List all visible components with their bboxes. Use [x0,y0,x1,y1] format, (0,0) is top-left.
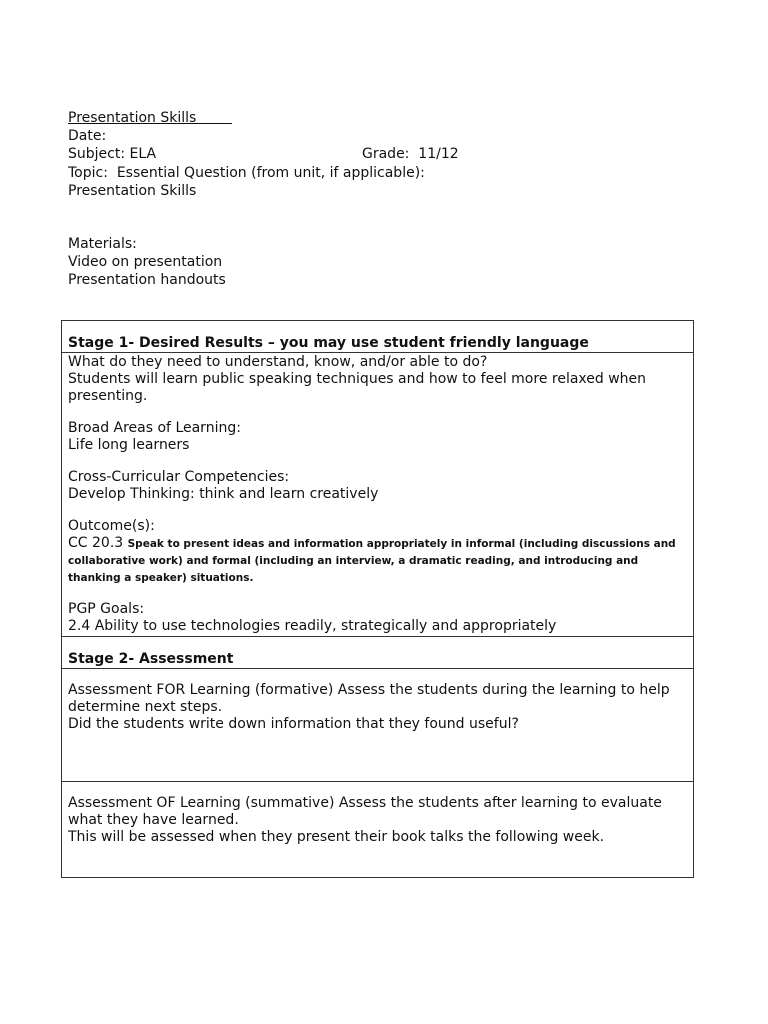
assessment-of-text: Assessment OF Learning (summative) Assess the students after learning to evaluate what they have learned. [68,795,662,828]
stage1-heading-row [62,321,694,353]
stage2-heading [62,637,694,669]
assessment-of-detail: This will be assessed when they present their book talks the following week. [68,829,605,845]
assessment-for-cell [62,669,694,782]
spacer [68,503,686,518]
materials-item: Presentation handouts [68,272,226,288]
stage1-body-row [62,353,694,637]
assessment-of-cell [62,782,694,878]
stage1-heading [62,321,694,353]
grade-label: Grade: 11/12 [362,146,459,163]
assessment-for-text: Assessment FOR Learning (formative) Assess the students during the learning to help determine next steps. [68,682,670,715]
stage2-heading-row [62,637,694,669]
competencies-value: Develop Thinking: think and learn creatively [68,486,379,502]
spacer [68,405,686,420]
outcome-text: Speak to present ideas and information appropriately in informal (including discussions and collaborative work) and formal (including an interview, a dramatic reading, and introducing and thanking a speaker) situations. [68,538,676,584]
topic-label: Topic: Essential Question (from unit, if applicable): [68,164,425,181]
pgp-goals-label: PGP Goals: [68,601,145,617]
lesson-header [68,109,459,200]
assessment-of-row [62,782,694,878]
stage1-body [62,353,694,637]
competencies-label: Cross-Curricular Competencies: [68,469,290,485]
stage2-heading-text: Stage 2- Assessment [68,651,234,667]
topic-value: Presentation Skills [68,182,197,199]
materials-label: Materials: [68,236,137,252]
broad-areas-label: Broad Areas of Learning: [68,420,241,436]
broad-areas-value: Life long learners [68,437,190,453]
subject-grade-line [68,145,459,163]
assessment-for-row [62,669,694,782]
materials-item: Video on presentation [68,254,223,270]
stage1-heading-text: Stage 1- Desired Results – you may use student friendly language [68,335,589,351]
subject-label: Subject: ELA [68,146,157,163]
lesson-plan-table [61,320,694,878]
outcome-label: Outcome(s): [68,518,155,534]
outcome-line [68,535,686,586]
assessment-for-question: Did the students write down information that they found useful? [68,716,519,732]
lesson-title [68,109,425,127]
spacer [68,454,686,469]
stage1-answer: Students will learn public speaking techniques and how to feel more relaxed when presenting. [68,371,647,404]
lesson-title-text: Presentation Skills [68,110,232,126]
stage1-question: What do they need to understand, know, and/or able to do? [68,354,488,370]
materials-section [68,235,226,289]
pgp-goals-value: 2.4 Ability to use technologies readily, strategically and appropriately [68,618,557,634]
spacer [68,586,686,601]
outcome-code: CC 20.3 [68,535,128,551]
date-label: Date: [68,128,107,145]
